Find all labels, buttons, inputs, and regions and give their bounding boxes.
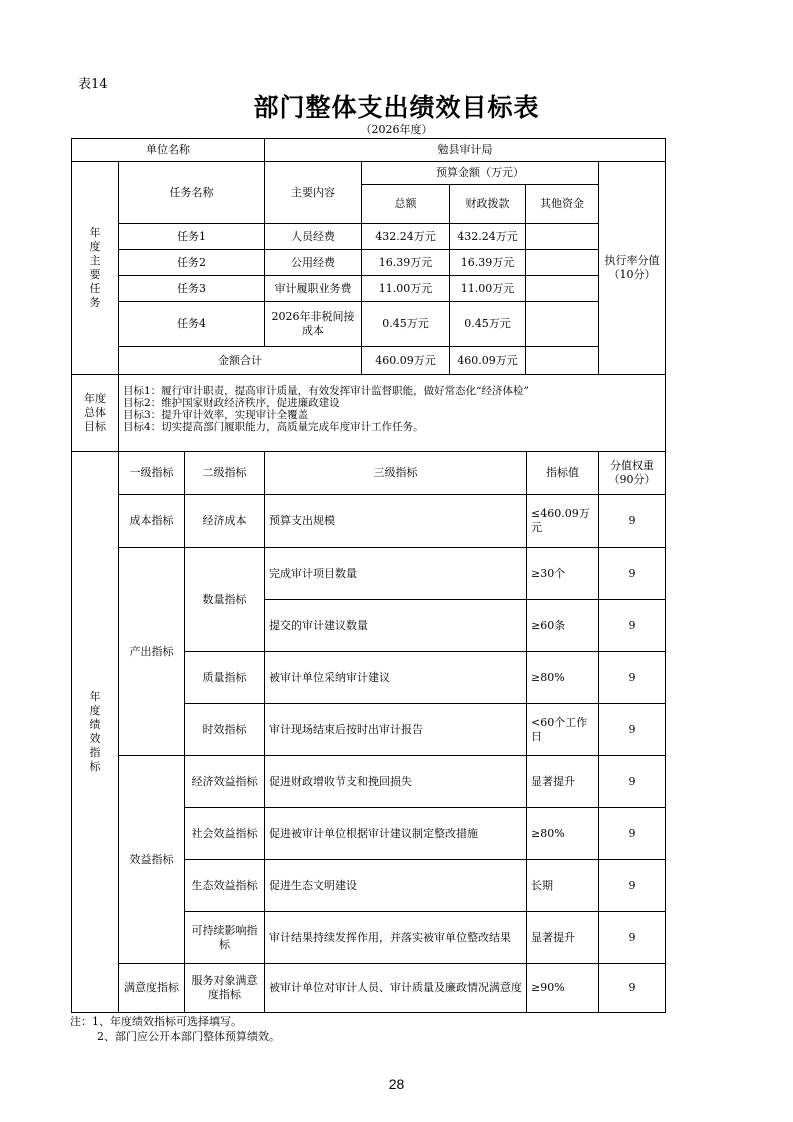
level1-output: 产出指标: [118, 547, 185, 756]
task-name: 任务1: [118, 223, 265, 250]
level3-header: 三级指标: [264, 451, 527, 495]
content-header: 主要内容: [264, 161, 362, 224]
other-funds-header: 其他资金: [525, 184, 599, 224]
indicator-value: <60个工作日: [526, 703, 599, 756]
task-name: 任务4: [118, 301, 265, 347]
indicator-weight: 9: [598, 494, 666, 548]
indicators-section-label: 年 度 绩 效 指 标: [71, 451, 119, 1013]
goal-line: 目标3：提升审计效率，实现审计全覆盖: [123, 409, 309, 421]
level3-indicator: 促进财政增收节支和挽回损失: [264, 755, 527, 808]
indicator-value: ≥80%: [526, 651, 599, 704]
footnote: 2、部门应公开本部门整体预算绩效。: [97, 1030, 280, 1043]
sum-total: 460.09万元: [361, 346, 450, 375]
task-fiscal: 432.24万元: [449, 223, 526, 250]
task-fiscal: 0.45万元: [449, 301, 526, 347]
indicator-value: 显著提升: [526, 755, 599, 808]
level3-indicator: 促进生态文明建设: [264, 859, 527, 912]
level2-header: 二级指标: [184, 451, 265, 495]
level3-indicator: 审计现场结束后按时出审计报告: [264, 703, 527, 756]
level2-sustainable: 可持续影响指标: [184, 911, 265, 964]
indicator-value: ≤460.09万元: [526, 494, 599, 548]
level1-benefit: 效益指标: [118, 755, 185, 964]
table-label: 表14: [78, 77, 108, 92]
indicator-weight: 9: [598, 859, 666, 912]
level3-indicator: 提交的审计建议数量: [264, 599, 527, 652]
level1-header: 一级指标: [118, 451, 185, 495]
unit-name-value: 勉县审计局: [264, 138, 666, 162]
level2-quality: 质量指标: [184, 651, 265, 704]
level2-timeliness: 时效指标: [184, 703, 265, 756]
goal-line: 目标4：切实提高部门履职能力，高质量完成年度审计工作任务。: [123, 421, 424, 433]
level2-quantity: 数量指标: [184, 547, 265, 652]
footnotes: [70, 1014, 280, 1044]
execution-rate-score: 执行率分值（10分）: [598, 161, 666, 375]
level2-economic-cost: 经济成本: [184, 494, 265, 548]
task-name: 任务2: [118, 249, 265, 276]
indicator-weight: 9: [598, 703, 666, 756]
unit-name-label: 单位名称: [71, 138, 265, 162]
task-name-header: 任务名称: [118, 161, 265, 224]
indicator-weight: 9: [598, 651, 666, 704]
task-total: 0.45万元: [361, 301, 450, 347]
task-total: 11.00万元: [361, 275, 450, 302]
indicator-weight: 9: [598, 755, 666, 808]
task-other: [525, 275, 599, 302]
task-other: [525, 223, 599, 250]
level2-social-benefit: 社会效益指标: [184, 807, 265, 860]
indicator-weight: 9: [598, 963, 666, 1013]
task-name: 任务3: [118, 275, 265, 302]
goal-line: 目标2：维护国家财政经济秩序，促进廉政建设: [123, 397, 340, 409]
level1-cost: 成本指标: [118, 494, 185, 548]
year-label: （2026年度）: [360, 123, 433, 136]
task-other: [525, 301, 599, 347]
goal-line: 目标1：履行审计职责，提高审计质量，有效发挥审计监督职能，做好常态化“经济体检”: [123, 385, 529, 397]
total-header: 总额: [361, 184, 450, 224]
task-content: 审计履职业务费: [264, 275, 362, 302]
level3-indicator: 被审计单位对审计人员、审计质量及廉政情况满意度: [264, 963, 527, 1013]
indicator-weight: 9: [598, 547, 666, 600]
task-fiscal: 16.39万元: [449, 249, 526, 276]
sum-label: 金额合计: [118, 346, 362, 375]
indicator-value: ≥60条: [526, 599, 599, 652]
fiscal-header: 财政拨款: [449, 184, 526, 224]
task-total: 432.24万元: [361, 223, 450, 250]
task-fiscal: 11.00万元: [449, 275, 526, 302]
indicator-value: ≥90%: [526, 963, 599, 1013]
indicator-weight: 9: [598, 911, 666, 964]
level3-indicator: 促进被审计单位根据审计建议制定整改措施: [264, 807, 527, 860]
page-title: 部门整体支出绩效目标表: [253, 93, 540, 122]
indicator-weight: 9: [598, 599, 666, 652]
page-number: 28: [388, 1076, 405, 1092]
indicator-value: ≥30个: [526, 547, 599, 600]
task-content: 人员经费: [264, 223, 362, 250]
budget-group-header: 预算金额（万元）: [361, 161, 599, 185]
overall-goals: [118, 374, 666, 452]
value-header: 指标值: [526, 451, 599, 495]
level3-indicator: 审计结果持续发挥作用，并落实被审单位整改结果: [264, 911, 527, 964]
task-total: 16.39万元: [361, 249, 450, 276]
goals-section-label: 年度 总体 目标: [71, 374, 119, 452]
weight-header: 分值权重（90分）: [598, 451, 666, 495]
task-content: 公用经费: [264, 249, 362, 276]
level3-indicator: 预算支出规模: [264, 494, 527, 548]
task-other: [525, 249, 599, 276]
level1-satisfaction: 满意度指标: [118, 963, 185, 1013]
level3-indicator: 完成审计项目数量: [264, 547, 527, 600]
sum-fiscal: 460.09万元: [449, 346, 526, 375]
footnote: 注：1、年度绩效指标可选择填写。: [70, 1015, 242, 1028]
indicator-value: 显著提升: [526, 911, 599, 964]
level2-service-satisfaction: 服务对象满意度指标: [184, 963, 265, 1013]
indicator-value: 长期: [526, 859, 599, 912]
sum-other: [525, 346, 599, 375]
level2-eco-benefit: 生态效益指标: [184, 859, 265, 912]
level2-economic-benefit: 经济效益指标: [184, 755, 265, 808]
tasks-section-label: 年 度 主 要 任 务: [71, 161, 119, 375]
level3-indicator: 被审计单位采纳审计建议: [264, 651, 527, 704]
task-content: 2026年非税间接成本: [264, 301, 362, 347]
indicator-value: ≥80%: [526, 807, 599, 860]
indicator-weight: 9: [598, 807, 666, 860]
